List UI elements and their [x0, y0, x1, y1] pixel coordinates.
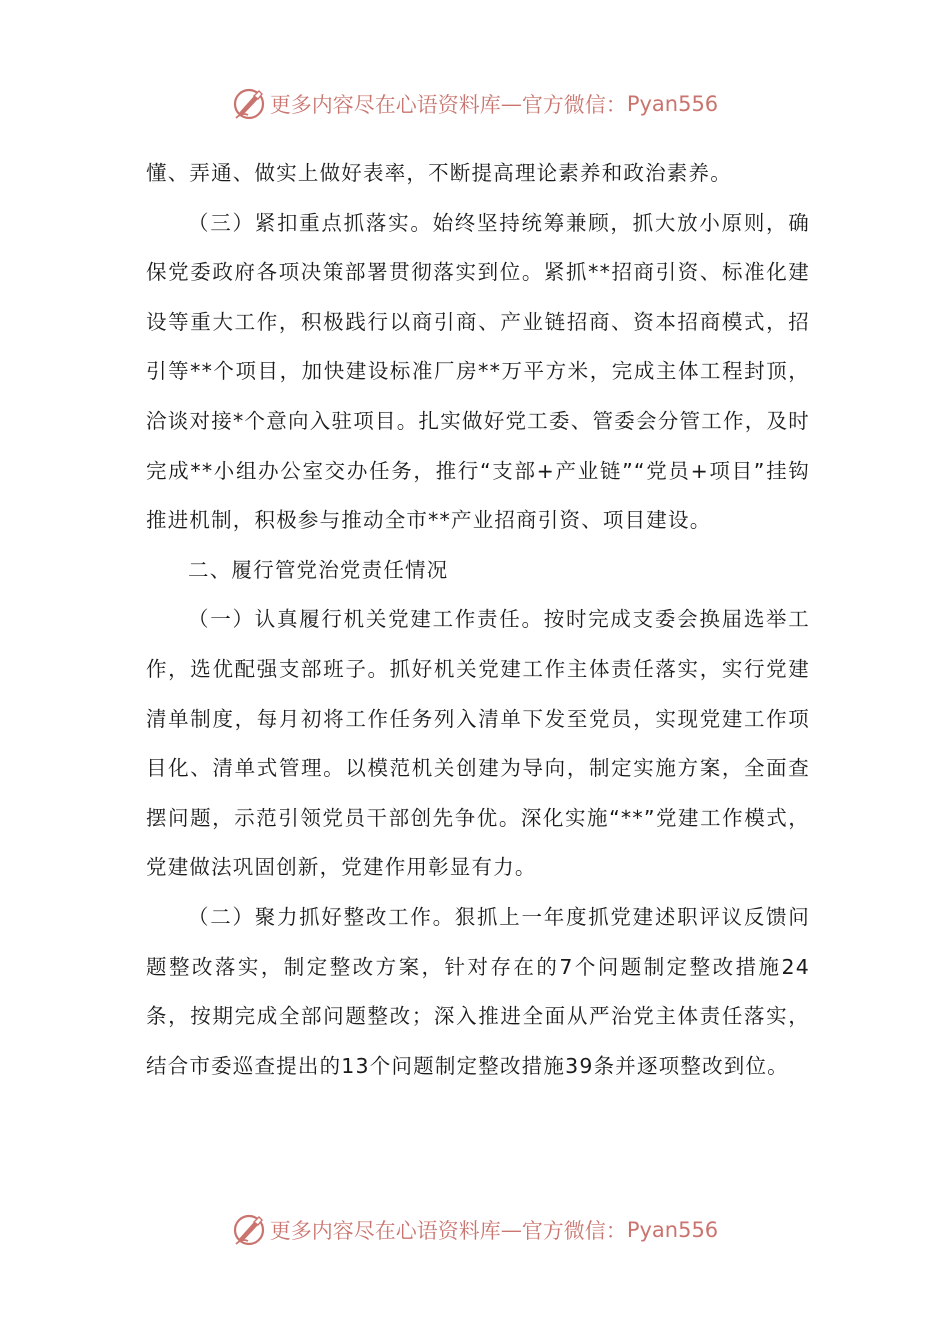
watermark-contact-label: 官方微信： — [521, 93, 627, 117]
watermark-dash: — — [500, 92, 522, 116]
watermark-contact-id: Pyan556 — [626, 1218, 719, 1242]
pen-circle-icon — [232, 87, 266, 121]
paragraph-continuation: 懂、弄通、做实上做好表率，不断提高理论素养和政治素养。 — [146, 161, 732, 185]
watermark-header — [0, 84, 950, 124]
paragraph-subsection-1: （一）认真履行机关党建工作责任。按时完成支委会换届选举工作，选优配强支部班子。抓好机关党建工作主体责任落实，实行党建清单制度，每月初将工作任务列入清单下发至党员，实现党建工作项目化、清单式管理。以模范机关创建为导向，制定实施方案，全面查摆问题，示范引领党员干部创先争优。深化实施“**”党建工作模式，党建做法巩固创新，党建作用彰显有力。 — [146, 607, 810, 880]
section-heading-2: 二、履行管党治党责任情况 — [188, 557, 449, 582]
document-body — [146, 149, 810, 1091]
watermark-contact-label: 官方微信： — [521, 1219, 627, 1243]
watermark-footer — [0, 1210, 950, 1250]
watermark-brand: 更多内容尽在心语资料库 — [269, 93, 501, 117]
watermark-brand: 更多内容尽在心语资料库 — [269, 1219, 501, 1243]
watermark-dash: — — [500, 1218, 522, 1242]
paragraph-subsection-2: （二）聚力抓好整改工作。狠抓上一年度抓党建述职评议反馈问题整改落实，制定整改方案，针对存在的7个问题制定整改措施24条，按期完成全部问题整改；深入推进全面从严治党主体责任落实，结合市委巡查提出的13个问题制定整改措施39条并逐项整改到位。 — [146, 904, 810, 1078]
paragraph-section-3: （三）紧扣重点抓落实。始终坚持统筹兼顾，抓大放小原则，确保党委政府各项决策部署贯彻落实到位。紧抓**招商引资、标准化建设等重大工作，积极践行以商引商、产业链招商、资本招商模式，招引等**个项目，加快建设标准厂房**万平方米，完成主体工程封顶，洽谈对接*个意向入驻项目。扎实做好党工委、管委会分管工作，及时完成**小组办公室交办任务，推行“支部+产业链”“党员+项目”挂钩推进机制，积极参与推动全市**产业招商引资、项目建设。 — [146, 210, 810, 533]
watermark-contact-id: Pyan556 — [626, 92, 719, 116]
pen-circle-icon — [232, 1213, 266, 1247]
